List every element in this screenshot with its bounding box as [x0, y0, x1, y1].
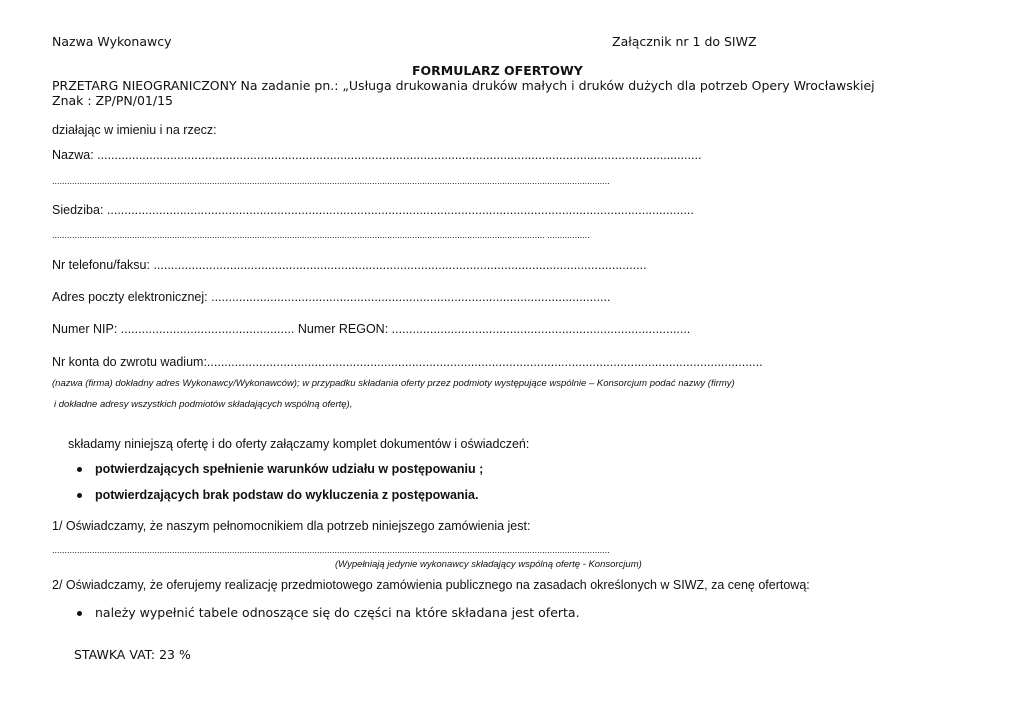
vat-rate: STAWKA VAT: 23 % — [74, 647, 191, 662]
bullet-icon — [77, 611, 82, 616]
attachment-label: Załącznik nr 1 do SIWZ — [612, 34, 757, 49]
list-item-text: potwierdzających spełnienie warunków udziału w postępowaniu ; — [95, 462, 484, 476]
offer-price-statement: 2/ Oświadczamy, że oferujemy realizację przedmiotowego zamówienia publicznego na zasadach określonych w SIWZ, za cenę ofertową: — [52, 578, 810, 592]
contractor-name-header: Nazwa Wykonawcy — [52, 34, 172, 49]
email-field: Adres poczty elektronicznej: ................................................................................................................... — [52, 290, 611, 304]
form-title: FORMULARZ OFERTOWY — [412, 63, 583, 78]
seat-field: Siedziba: ......................................................................................................................................................................... — [52, 203, 694, 217]
nip-regon-field: Numer NIP: .................................................. Numer REGON: ...................................................................................... — [52, 322, 691, 336]
contractor-note-line2: i dokładne adresy wszystkich podmiotów składających wspólną ofertę), — [54, 399, 353, 410]
submission-statement: składamy niniejszą ofertę i do oferty załączamy komplet dokumentów i oświadczeń: — [68, 437, 530, 451]
bank-account-field: Nr konta do zwrotu wadium:................................................................................................................................................................ — [52, 355, 763, 369]
tender-description: PRZETARG NIEOGRANICZONY Na zadanie pn.: „Usługa drukowania druków małych i druków dużych dla potrzeb Opery Wrocławskiej — [52, 78, 875, 93]
proxy-statement: 1/ Oświadczamy, że naszym pełnomocnikiem dla potrzeb niniejszego zamówienia jest: — [52, 519, 531, 533]
list-item-text: potwierdzających brak podstaw do wykluczenia z postępowania. — [95, 488, 479, 502]
phone-fax-field: Nr telefonu/faksu: .............................................................................................................................................. — [52, 258, 647, 272]
name-field-continuation: ............................................................................................................................................................................................................................... — [52, 176, 610, 186]
name-field: Nazwa: .............................................................................................................................................................................. — [52, 148, 702, 162]
bullet-icon — [77, 493, 82, 498]
proxy-fill-line: ............................................................................................................................................................................................................................... — [52, 545, 610, 555]
tender-sign: Znak : ZP/PN/01/15 — [52, 93, 173, 108]
contractor-note-line1: (nazwa (firma) dokładny adres Wykonawcy/Wykonawców); w przypadku składania oferty przez podmioty występujące wspólnie – Konsorcjum podać nazwy (firmy) — [52, 378, 735, 389]
consortium-note: (Wypełniają jedynie wykonawcy składający wspólną ofertę - Konsorcjum) — [335, 559, 642, 570]
seat-field-continuation: ..................................................................................................................................................................................................... ................. — [52, 230, 590, 240]
bullet-icon — [77, 467, 82, 472]
table-fill-instruction: należy wypełnić tabele odnoszące się do części na które składana jest oferta. — [95, 605, 580, 620]
acting-on-behalf-label: działając w imieniu i na rzecz: — [52, 123, 217, 137]
